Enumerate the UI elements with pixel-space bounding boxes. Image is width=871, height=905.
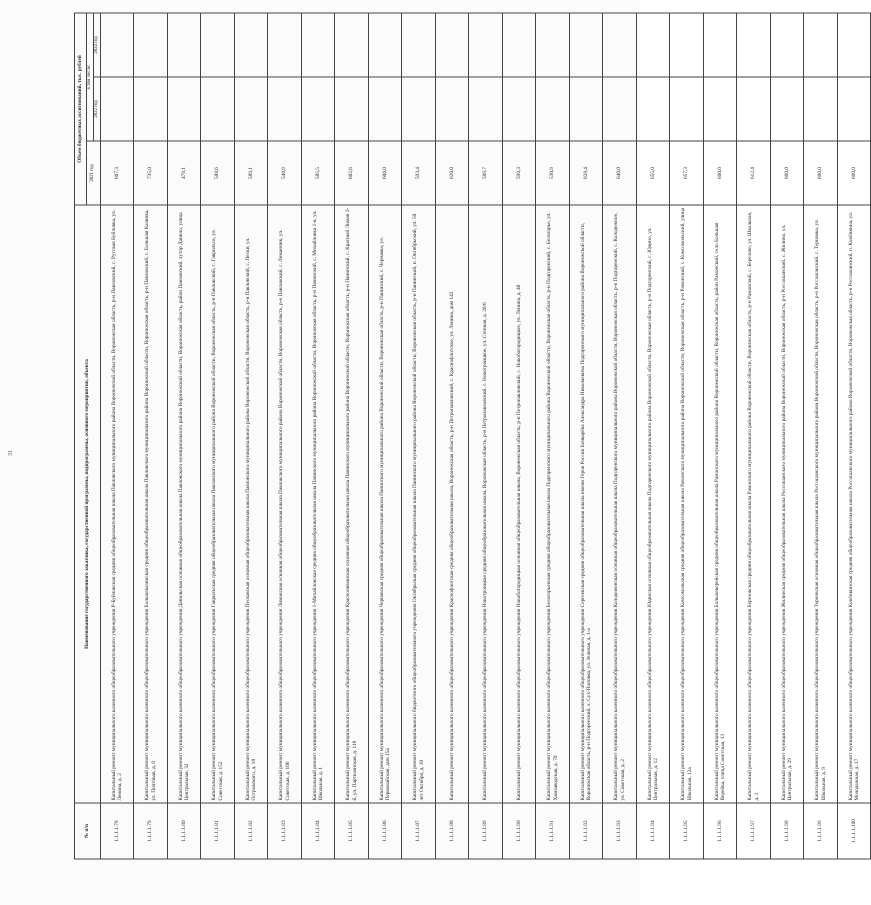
row-value-2022 — [301, 77, 335, 141]
row-number: 1.1.1.1.92 — [569, 803, 603, 859]
row-value-2022 — [502, 77, 536, 141]
row-number: 1.1.1.1.97 — [737, 803, 771, 859]
row-value-2024 — [402, 12, 436, 76]
table-row — [469, 12, 503, 858]
row-number: 1.1.1.1.94 — [636, 803, 670, 859]
row-value-2021: 600,0 — [770, 141, 804, 205]
row-object-name: Капитальный ремонт муниципального казенного общеобразовательного учреждения Новобогородицкая основная общеобразовательная школа, Воронежская область, р-н Петропавловский, с. Новобогородицкое, ул. Ленина, д. 40 — [502, 205, 536, 803]
row-number: 1.1.1.1.79 — [134, 803, 168, 859]
table-row — [536, 12, 570, 858]
row-object-name: Капитальный ремонт муниципального казенного общеобразовательного учреждения Чернавская средняя общеобразовательная школа Панинского муниципального района Воронежской области, Воронежская область, р-н Панинский, с. Чернавка, ул. Первомайская, дом 15а — [368, 205, 402, 803]
row-value-2021: 600,0 — [837, 141, 871, 205]
row-value-2021: 828,4 — [569, 141, 603, 205]
row-value-2024 — [268, 12, 302, 76]
row-value-2024 — [636, 12, 670, 76]
header-volume: Объем бюджетных ассигнований, тыс. рублей — [75, 12, 87, 204]
header-2024: 2024 год — [93, 12, 100, 76]
row-number: 1.1.1.1.80 — [167, 803, 201, 859]
table-row — [301, 12, 335, 858]
row-number: 1.1.1.1.96 — [703, 803, 737, 859]
row-object-name: Капитальный ремонт муниципального казенного общеобразовательного учреждения Белогорьевская средняя общеобразовательная школа Подгоренского муниципального района Воронежской области, Воронежская область, р-н Подгоренский, с. Белогорье, ул. Химзаводская, д. 70 — [536, 205, 570, 803]
table-row — [402, 12, 436, 858]
row-value-2022 — [603, 77, 637, 141]
header-name: Наименование государственного заказчика, государственной программы, подпрограммы, основного мероприятия, объекта — [75, 205, 101, 803]
row-number: 1.1.1.1.88 — [435, 803, 469, 859]
row-value-2022 — [636, 77, 670, 141]
row-value-2021: 479,1 — [167, 141, 201, 205]
page-number: 31 — [8, 449, 14, 456]
row-number: 1.1.1.1.89 — [469, 803, 503, 859]
row-value-2021: 655,0 — [636, 141, 670, 205]
header-2021: 2021 год — [87, 141, 101, 205]
table-row — [636, 12, 670, 858]
row-value-2022 — [100, 77, 134, 141]
row-number: 1.1.1.1.99 — [804, 803, 838, 859]
row-object-name: Капитальный ремонт муниципального казенного общеобразовательного учреждения Комсомольская средняя общеобразовательная школа Рамонского муниципального района Воронежской области, Воронежская область, р-н Рамонский, с. Комсомольский, улица Школьная, 12а — [670, 205, 704, 803]
row-value-2021: 600,0 — [368, 141, 402, 205]
row-object-name: Капитальный ремонт муниципального казенного общеобразовательного учреждения Р-Буйловская средняя общеобразовательная школа Павловского муниципального района Воронежской области, Воронежская область, р-н Павловский, с. Русская Буйловка, ул. Ленина, д. 2 — [100, 205, 134, 803]
row-number: 1.1.1.1.81 — [201, 803, 235, 859]
table-row — [435, 12, 469, 858]
row-object-name: Капитальный ремонт муниципального казенного общеобразовательного учреждения Новотроицкая средняя общеобразовательная школа, Воронежская область, р-н Петропавловский, с. Новотроицкое, ул. Степная, д. 26/6 — [469, 205, 503, 803]
row-value-2021: 620,0 — [435, 141, 469, 205]
row-value-2021: 607,3 — [100, 141, 134, 205]
row-number: 1.1.1.1.87 — [402, 803, 436, 859]
row-object-name: Капитальный ремонт муниципального казенного общеобразовательного учреждения 1-Михайловская средняя общеобразовательная школа Панинского муниципального района Воронежской области, Воронежская область, р-н Панинский, с. Михайловка 1-я, ул. Школьная, д. 1 — [301, 205, 335, 803]
row-value-2022 — [569, 77, 603, 141]
row-object-name: Капитальный ремонт муниципального казенного общеобразовательного учреждения Песковская основная общеобразовательная школа Павловского муниципального района Воронежской области, Воронежская область, р-н Павловский, с. Пески, ул. Островского, д. 18 — [234, 205, 268, 803]
row-value-2022 — [368, 77, 402, 141]
row-object-name: Капитальный ремонт муниципального казенного общеобразовательного учреждения Копёнкинская средняя общеобразовательная школа Россошанского муниципального района Воронежской области, Воронежская область, р-н Россошанский, п. Копёнкина, ул. Молодежная, д. 17 — [837, 205, 871, 803]
row-value-2022 — [804, 77, 838, 141]
row-value-2024 — [201, 12, 235, 76]
row-value-2024 — [569, 12, 603, 76]
row-value-2022 — [770, 77, 804, 141]
row-number: 1.1.1.1.85 — [335, 803, 369, 859]
row-number: 1.1.1.1.90 — [502, 803, 536, 859]
row-value-2024 — [335, 12, 369, 76]
row-object-name: Капитальный ремонт муниципального казенного общеобразовательного учреждения Березовская средняя общеобразовательная школа Рамонского муниципального района Воронежской области, Воронежская область, р-н Рамонский, с. Березово, ул. Школьная, д. 2 — [737, 205, 771, 803]
table-row — [603, 12, 637, 858]
table-row — [100, 12, 134, 858]
row-value-2024 — [670, 12, 704, 76]
row-value-2022 — [837, 77, 871, 141]
row-value-2021: 602,6 — [335, 141, 369, 205]
row-value-2024 — [603, 12, 637, 76]
row-object-name: Капитальный ремонт муниципального казенного общеобразовательного учреждения Сергеевская средняя общеобразовательная школа имени Героя России Бочкарёва Александра Николаевича Подгоренского муниципального района Воронежской области, Воронежская область, р-н Подгоренский, х. Сух-Поповка, ул. Зеленая, д. 1-а — [569, 205, 603, 803]
row-value-2022 — [737, 77, 771, 141]
row-number: 1.1.1.1.83 — [268, 803, 302, 859]
row-value-2022 — [703, 77, 737, 141]
row-number: 1.1.1.1.100 — [837, 803, 871, 859]
table-body — [100, 12, 871, 858]
table-row — [201, 12, 235, 858]
row-number: 1.1.1.1.86 — [368, 803, 402, 859]
row-object-name: Капитальный ремонт муниципального казенного общеобразовательного учреждения Большеказинская средняя общеобразовательная школа Павловского муниципального района Воронежской области, Воронежская область, р-н Павловский, с. Большая Казинка, ул. Почтовая, д. 8 — [134, 205, 168, 803]
row-value-2022 — [134, 77, 168, 141]
row-value-2024 — [100, 12, 134, 76]
row-object-name: Капитальный ремонт муниципального казенного общеобразовательного учреждения Данильская основная общеобразовательная школа Павловского муниципального района Воронежской области, Воронежская область, район Павловский, хутор Данило, улица Центральная, 32 — [167, 205, 201, 803]
row-value-2022 — [402, 77, 436, 141]
row-value-2024 — [502, 12, 536, 76]
row-object-name: Капитальный ремонт муниципального казенного общеобразовательного учреждения Терновская основная общеобразовательная школа Россошанского муниципального района Воронежской области, Воронежская область, р-н Россошанский, с. Терновка, ул. Школьная, д. 9 — [804, 205, 838, 803]
row-value-2022 — [234, 77, 268, 141]
row-number: 1.1.1.1.82 — [234, 803, 268, 859]
row-value-2021: 589,1 — [234, 141, 268, 205]
row-object-name: Капитальный ремонт муниципального бюджетного общеобразовательного учреждения Октябрьская средняя общеобразовательная школа Панинского муниципального района Воронежской области, Воронежская область, р-н Панинский, п. Октябрьский, ул. 50 лет Октября, д. 39 — [402, 205, 436, 803]
table-row — [804, 12, 838, 858]
row-object-name: Капитальный ремонт муниципального казенного общеобразовательного учреждения Лиманская основная общеобразовательная школа Павловского муниципального района Воронежской области, Воронежская область, р-н Павловский, с. Лиманчик, ул. Советская, д. 106 — [268, 205, 302, 803]
row-value-2021: 585,5 — [301, 141, 335, 205]
table-row — [837, 12, 871, 858]
row-object-name: Капитальный ремонт муниципального казенного общеобразовательного учреждения Жилинская средняя общеобразовательная школа Россошанского муниципального района Воронежской области, Воронежская область, р-н Россошанский, с. Жилино, ул. Центральная, д. 29 — [770, 205, 804, 803]
row-value-2024 — [770, 12, 804, 76]
table-row — [268, 12, 302, 858]
table-row — [134, 12, 168, 858]
row-value-2021: 540,9 — [268, 141, 302, 205]
row-number: 1.1.1.1.98 — [770, 803, 804, 859]
header-2022: 2022 год — [93, 77, 100, 141]
table-row — [569, 12, 603, 858]
row-object-name: Капитальный ремонт муниципального казенного общеобразовательного учреждения Колодеженская основная общеобразовательная школа Подгоренского муниципального района Воронежской области, Воронежская область, р-н Подгоренский, с. Колодежное, ул. Советская, д. 2 — [603, 205, 637, 803]
row-value-2021: 640,0 — [603, 141, 637, 205]
row-number: 1.1.1.1.93 — [603, 803, 637, 859]
row-value-2021: 612,4 — [737, 141, 771, 205]
table-row — [335, 12, 369, 858]
row-value-2021: 593,4 — [402, 141, 436, 205]
row-value-2022 — [435, 77, 469, 141]
row-value-2024 — [167, 12, 201, 76]
row-object-name: Капитальный ремонт муниципального казенного общеобразовательного учреждения Юдинская основная общеобразовательная школа Подгоренского муниципального района Воронежской области, Воронежская область, р-н Подгоренский, с. Юдино, ул. Центральная, д. 12 — [636, 205, 670, 803]
row-value-2021: 589,7 — [469, 141, 503, 205]
row-number: 1.1.1.1.91 — [536, 803, 570, 859]
table-row — [234, 12, 268, 858]
row-number: 1.1.1.1.84 — [301, 803, 335, 859]
table-row — [770, 12, 804, 858]
row-value-2024 — [301, 12, 335, 76]
row-value-2024 — [469, 12, 503, 76]
row-value-2021: 735,0 — [134, 141, 168, 205]
row-value-2024 — [234, 12, 268, 76]
row-object-name: Капитальный ремонт муниципального казенного общеобразовательного учреждения Краснолиманская основная общеобразовательная школа Панинского муниципального района Воронежской области, Воронежская область, р-н Панинский, с. Красный Лиман 2-й, ул. Партизанская, д. 118 — [335, 205, 369, 803]
row-value-2024 — [536, 12, 570, 76]
budget-table — [74, 12, 871, 859]
header-including: в том числе: — [87, 12, 94, 140]
row-value-2022 — [670, 77, 704, 141]
header-number: № п/п — [75, 803, 101, 859]
table-row — [167, 12, 201, 858]
table-row — [502, 12, 536, 858]
row-value-2022 — [536, 77, 570, 141]
row-value-2021: 530,9 — [536, 141, 570, 205]
row-value-2021: 657,3 — [670, 141, 704, 205]
row-number: 1.1.1.1.95 — [670, 803, 704, 859]
row-value-2022 — [268, 77, 302, 141]
row-value-2024 — [737, 12, 771, 76]
row-object-name: Капитальный ремонт муниципального казенного общеобразовательного учреждения Краснофлотская средняя общеобразовательная школа, Воронежская область, р-н Петропавловский, с. Краснофлотское, ул. Ленина, дом 142 — [435, 205, 469, 803]
table-row — [670, 12, 704, 858]
row-value-2022 — [167, 77, 201, 141]
row-value-2022 — [201, 77, 235, 141]
row-value-2022 — [335, 77, 369, 141]
row-value-2024 — [703, 12, 737, 76]
table-row — [368, 12, 402, 858]
row-value-2024 — [368, 12, 402, 76]
row-value-2022 — [469, 77, 503, 141]
row-number: 1.1.1.1.78 — [100, 803, 134, 859]
row-value-2024 — [837, 12, 871, 76]
row-value-2021: 588,6 — [201, 141, 235, 205]
row-value-2024 — [804, 12, 838, 76]
row-object-name: Капитальный ремонт муниципального казенного общеобразовательного учреждения Большеверейская средняя общеобразовательная школа Рамонского муниципального района Воронежской области, Воронежская область, район Рамонский, село Большая Верейка, улица Советская, 13 — [703, 205, 737, 803]
row-value-2021: 590,3 — [502, 141, 536, 205]
row-value-2021: 600,0 — [703, 141, 737, 205]
row-value-2024 — [134, 12, 168, 76]
row-object-name: Капитальный ремонт муниципального казенного общеобразовательного учреждения Гаврильская средняя общеобразовательная школа Павловского муниципального района Воронежской области, Воронежская область, р-н Павловский, с. Гаврильск, ул. Советская, д. 152 — [201, 205, 235, 803]
table-row — [737, 12, 771, 858]
table-row — [703, 12, 737, 858]
row-value-2024 — [435, 12, 469, 76]
row-value-2021: 600,0 — [804, 141, 838, 205]
